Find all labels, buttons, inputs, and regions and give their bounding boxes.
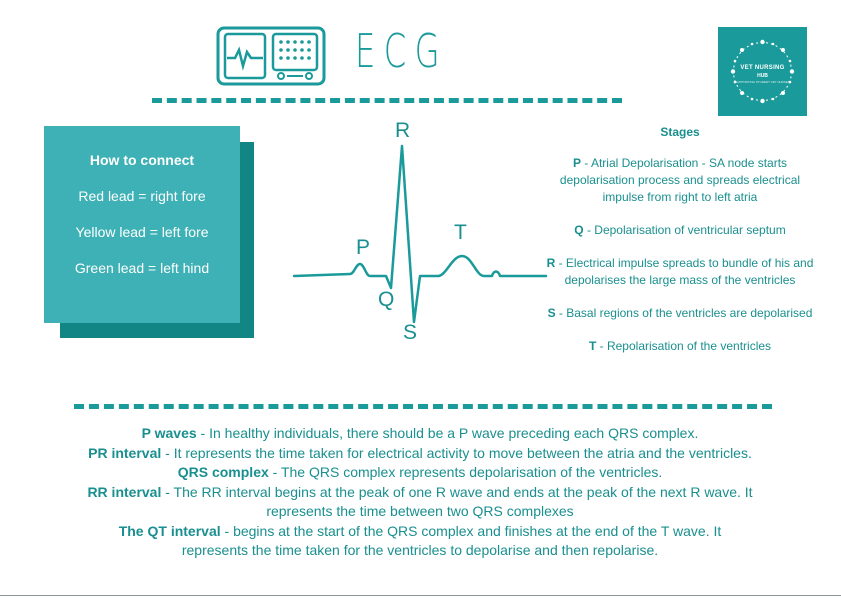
ecg-label-q: Q (378, 288, 395, 311)
stage-p: P - Atrial Depolarisation - SA node starts depolarisation process and spreads electrical impulse from right to left atria (559, 156, 801, 204)
ecg-waveform-diagram (290, 110, 552, 350)
header-divider (152, 98, 622, 103)
ecg-monitor-icon (215, 22, 327, 92)
floral-wreath-icon (728, 37, 797, 106)
logo (718, 27, 807, 116)
page-title: ECG (355, 24, 448, 78)
header (215, 22, 455, 94)
stage-q: Q - Depolarisation of ventricular septum (574, 223, 786, 237)
section-divider (74, 404, 772, 409)
stage-t: T - Repolarisation of the ventricles (588, 339, 772, 353)
stage-r: R - Electrical impulse spreads to bundle of his and depolarises the large mass of the ventricles (546, 256, 814, 287)
definition-rr-interval: RR interval - The RR interval begins at the peak of one R wave and ends at the peak of the next R wave. It represents the time between two QRS complexes (87, 483, 753, 519)
logo-tagline: SUPPORTING STUDENT VET NURSES (735, 80, 790, 84)
connect-card (44, 126, 240, 323)
ecg-label-p: P (356, 236, 371, 259)
ecg-trace (294, 146, 546, 322)
stages-panel (540, 124, 820, 371)
green-lead-text: Green lead = left hind (74, 260, 210, 276)
definition-qrs-complex: QRS complex - The QRS complex represents depolarisation of the ventricles. (177, 464, 663, 480)
definition-pr-interval: PR interval - It represents the time taken for electrical activity to move between the atria and the ventricles. (88, 444, 752, 461)
stages-title: Stages (660, 125, 700, 139)
definition-p-waves: P waves - In healthy individuals, there should be a P wave preceding each QRS complex. (141, 425, 699, 441)
ecg-label-s: S (403, 321, 418, 344)
ecg-label-r: R (395, 119, 411, 142)
definition-qt-interval: The QT interval - begins at the start of the QRS complex and finishes at the end of the T wave. It represents the time taken for the ventricles to depolarise and then repolarise. (118, 522, 722, 558)
yellow-lead-text: Yellow lead = left fore (75, 224, 209, 240)
logo-line1: VET NURSING (740, 65, 785, 71)
ecg-label-t: T (454, 221, 467, 244)
bottom-border (0, 595, 841, 596)
definitions-section (40, 424, 800, 561)
connect-heading: How to connect (89, 152, 195, 168)
stage-s: S - Basal regions of the ventricles are depolarised (547, 306, 813, 320)
red-lead-text: Red lead = right fore (78, 188, 206, 204)
logo-line2: HUB (757, 73, 768, 79)
